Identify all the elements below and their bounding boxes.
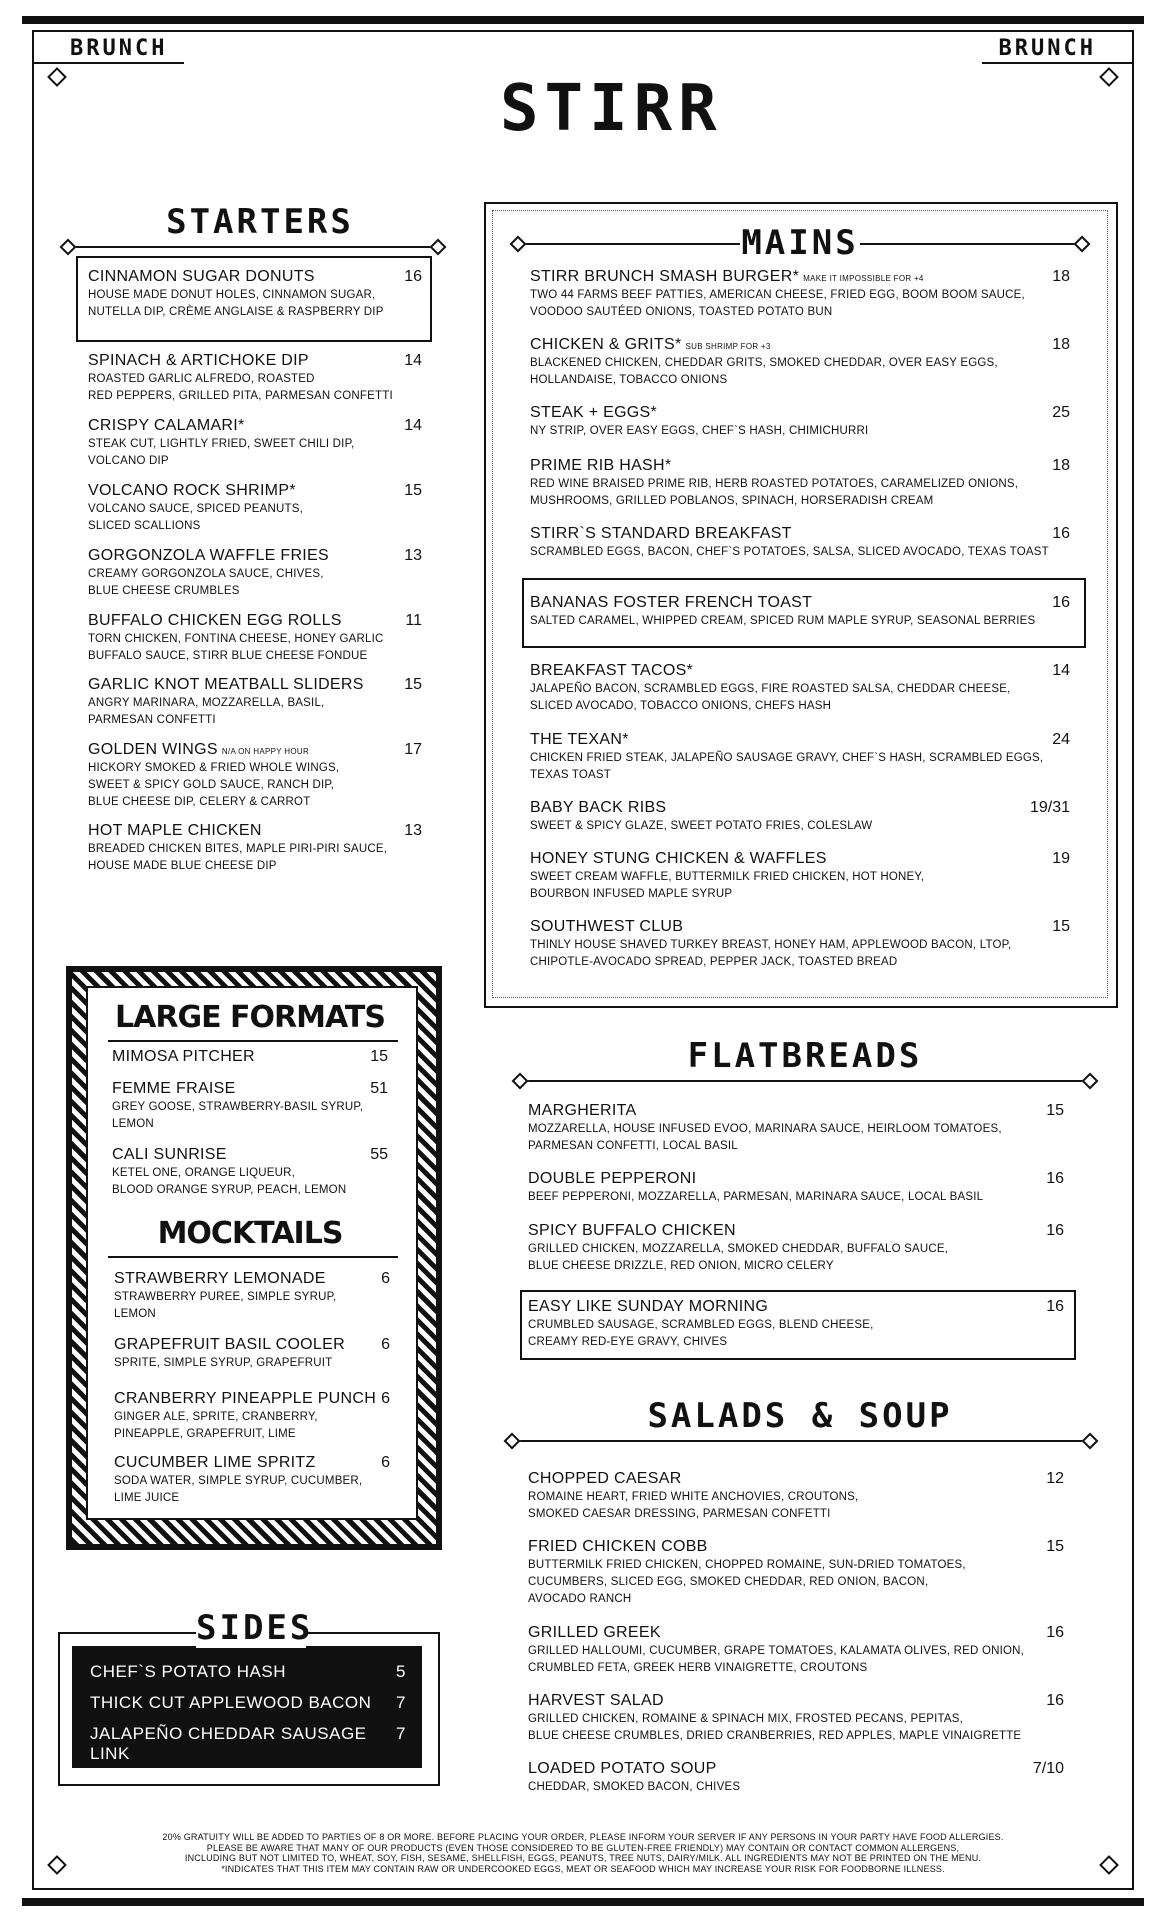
- salads-rule: [512, 1440, 1090, 1442]
- item-note: SUB SHRIMP FOR +3: [685, 342, 771, 351]
- item-description: HICKORY SMOKED & FRIED WHOLE WINGS,: [88, 762, 340, 774]
- item-header: [114, 1336, 390, 1354]
- item-name: FEMME FRAISE: [112, 1080, 236, 1097]
- item-name: STIRR BRUNCH SMASH BURGER*: [530, 268, 800, 285]
- item-name: BUFFALO CHICKEN EGG ROLLS: [88, 612, 342, 629]
- item-price: 13: [404, 547, 422, 564]
- item-price: 6: [381, 1454, 390, 1471]
- corner-rule-left: [34, 62, 184, 64]
- item-description: SWEET & SPICY GOLD SAUCE, RANCH DIP,: [88, 779, 335, 791]
- bottom-bar: [22, 1898, 1144, 1906]
- item-name: DOUBLE PEPPERONI: [528, 1170, 697, 1187]
- mocktail-item: [114, 1390, 390, 1442]
- item-header: [88, 676, 422, 694]
- item-price: 15: [370, 1048, 388, 1065]
- item-header: [88, 822, 422, 840]
- flatbread-item: [528, 1102, 1064, 1154]
- item-description: SWEET CREAM WAFFLE, BUTTERMILK FRIED CHICKEN, HOT HONEY,: [530, 871, 925, 883]
- item-name: STIRR`S STANDARD BREAKFAST: [530, 525, 792, 542]
- item-header: [530, 799, 1070, 817]
- item-price: 16: [1046, 1222, 1064, 1239]
- footer-line: PLEASE BE AWARE THAT MANY OF OUR PRODUCTS (EVEN THOSE CONSIDERED TO BE GLUTEN-FREE FRIENDLY) MAY CONTAIN OR CONTACT COMMON ALLERGENS,: [206, 1842, 960, 1853]
- item-header: [530, 404, 1070, 422]
- item-description: CHICKEN FRIED STEAK, JALAPEÑO SAUSAGE GRAVY, CHEF`S HASH, SCRAMBLED EGGS,: [530, 752, 1044, 764]
- item-name: BABY BACK RIBS: [530, 799, 667, 816]
- sides-title: SIDES: [196, 1608, 314, 1648]
- mocktail-item: [114, 1454, 390, 1506]
- main-item: [530, 457, 1070, 509]
- item-header: [528, 1470, 1064, 1488]
- mocktail-item: [114, 1336, 390, 1371]
- item-name: GOLDEN WINGS: [88, 741, 218, 758]
- item-price: 14: [404, 352, 422, 369]
- item-description: GINGER ALE, SPRITE, CRANBERRY,: [114, 1411, 318, 1423]
- item-price: 16: [1046, 1298, 1064, 1315]
- salad-item: [528, 1538, 1064, 1607]
- item-description: SALTED CARAMEL, WHIPPED CREAM, SPICED RUM MAPLE SYRUP, SEASONAL BERRIES: [530, 615, 1036, 627]
- item-description: BLOOD ORANGE SYRUP, PEACH, LEMON: [112, 1184, 347, 1196]
- item-header: [530, 594, 1070, 612]
- salad-item: [528, 1470, 1064, 1522]
- flatbread-item: [528, 1298, 1064, 1350]
- item-name: VOLCANO ROCK SHRIMP*: [88, 482, 296, 499]
- item-description: BLUE CHEESE CRUMBLES: [88, 585, 240, 597]
- starter-item: [88, 482, 422, 534]
- item-name: FRIED CHICKEN COBB: [528, 1538, 708, 1555]
- item-header: [88, 612, 422, 630]
- side-item-name: JALAPEÑO CHEDDAR SAUSAGE LINK: [90, 1724, 367, 1763]
- footer-line: INCLUDING BUT NOT LIMITED TO, WHEAT, SOY, FISH, SESAME, SHELLFISH, EGGS, PEANUTS, TREE NUTS, DAIRY/MILK. ALL INGREDIENTS MAY NOT BE PRINTED ON THE MENU.: [184, 1853, 982, 1863]
- item-header: [88, 352, 422, 370]
- item-description: ANGRY MARINARA, MOZZARELLA, BASIL,: [88, 697, 325, 709]
- item-price: 55: [370, 1146, 388, 1163]
- item-price: 18: [1052, 268, 1070, 285]
- item-price: 12: [1046, 1470, 1064, 1487]
- item-price: 18: [1052, 336, 1070, 353]
- item-name: SPICY BUFFALO CHICKEN: [528, 1222, 736, 1239]
- salads-title: SALADS & SOUP: [647, 1396, 953, 1436]
- item-description: GREY GOOSE, STRAWBERRY-BASIL SYRUP,: [112, 1101, 364, 1113]
- item-description: ROMAINE HEART, FRIED WHITE ANCHOVIES, CROUTONS,: [528, 1491, 859, 1503]
- item-name: HOT MAPLE CHICKEN: [88, 822, 262, 839]
- salad-item: [528, 1760, 1064, 1795]
- starter-item: [88, 547, 422, 599]
- item-description: LEMON: [112, 1118, 154, 1130]
- item-description: BLUE CHEESE DRIZZLE, RED ONION, MICRO CELERY: [528, 1260, 834, 1272]
- mocktails-rule: [108, 1256, 398, 1258]
- salad-item: [528, 1624, 1064, 1676]
- main-item: [530, 336, 1070, 388]
- item-name: CHICKEN & GRITS*: [530, 336, 682, 353]
- item-price: 15: [404, 676, 422, 693]
- item-description: SLICED SCALLIONS: [88, 520, 201, 532]
- top-bar: [22, 16, 1144, 24]
- item-description: CHIPOTLE-AVOCADO SPREAD, PEPPER JACK, TOASTED BREAD: [530, 956, 898, 968]
- main-item: [530, 731, 1070, 783]
- flatbreads-title: FLATBREADS: [687, 1036, 923, 1076]
- side-item: [90, 1724, 406, 1764]
- flatbread-item: [528, 1170, 1064, 1205]
- item-name: BANANAS FOSTER FRENCH TOAST: [530, 594, 813, 611]
- item-description: CREAMY GORGONZOLA SAUCE, CHIVES,: [88, 568, 324, 580]
- side-item: [90, 1693, 406, 1713]
- item-price: 19: [1052, 850, 1070, 867]
- item-price: 16: [1046, 1692, 1064, 1709]
- logo: STIRR: [500, 72, 723, 146]
- item-header: [112, 1146, 388, 1164]
- sides-list: [90, 1662, 406, 1762]
- item-price: 15: [404, 482, 422, 499]
- item-description: GRILLED CHICKEN, ROMAINE & SPINACH MIX, FROSTED PECANS, PEPITAS,: [528, 1713, 963, 1725]
- mocktail-item: [114, 1270, 390, 1322]
- item-description: CUCUMBERS, SLICED EGG, SMOKED CHEDDAR, RED ONION, BACON,: [528, 1576, 929, 1588]
- item-name: SOUTHWEST CLUB: [530, 918, 684, 935]
- main-item: [530, 525, 1070, 560]
- item-header: [530, 525, 1070, 543]
- item-description: SCRAMBLED EGGS, BACON, CHEF`S POTATOES, SALSA, SLICED AVOCADO, TEXAS TOAST: [530, 546, 1049, 558]
- side-item-name: THICK CUT APPLEWOOD BACON: [90, 1693, 372, 1712]
- item-description: MUSHROOMS, GRILLED POBLANOS, SPINACH, HORSERADISH CREAM: [530, 495, 934, 507]
- footer-disclaimer: [120, 1832, 1046, 1874]
- item-description: BLUE CHEESE CRUMBLES, DRIED CRANBERRIES, RED APPLES, MAPLE VINAIGRETTE: [528, 1730, 1022, 1742]
- item-price: 7/10: [1032, 1760, 1064, 1777]
- item-header: [530, 268, 1070, 286]
- item-description: HOUSE MADE DONUT HOLES, CINNAMON SUGAR,: [88, 289, 376, 301]
- item-header: [88, 482, 422, 500]
- item-header: [530, 662, 1070, 680]
- item-header: [530, 918, 1070, 936]
- item-name: BREAKFAST TACOS*: [530, 662, 694, 679]
- item-description: ROASTED GARLIC ALFREDO, ROASTED: [88, 373, 315, 385]
- main-item: [530, 268, 1070, 320]
- item-header: [530, 731, 1070, 749]
- item-header: [88, 417, 422, 435]
- item-description: TEXAS TOAST: [530, 769, 612, 781]
- item-description: CRUMBLED SAUSAGE, SCRAMBLED EGGS, BLEND CHEESE,: [528, 1319, 874, 1331]
- item-name: GRILLED GREEK: [528, 1624, 661, 1641]
- item-price: 24: [1052, 731, 1070, 748]
- item-name: CUCUMBER LIME SPRITZ: [114, 1454, 316, 1471]
- side-item-price: 7: [396, 1724, 406, 1743]
- item-header: [88, 741, 422, 759]
- item-price: 6: [381, 1270, 390, 1287]
- item-price: 13: [404, 822, 422, 839]
- item-name: CALI SUNRISE: [112, 1146, 227, 1163]
- item-header: [528, 1170, 1064, 1188]
- item-header: [114, 1390, 390, 1408]
- item-header: [114, 1454, 390, 1472]
- mains-title: MAINS: [741, 223, 859, 263]
- item-description: GRILLED HALLOUMI, CUCUMBER, GRAPE TOMATOES, KALAMATA OLIVES, RED ONION,: [528, 1645, 1025, 1657]
- item-price: 11: [405, 612, 422, 629]
- large-format-item: [112, 1146, 388, 1198]
- footer-line: 20% GRATUITY WILL BE ADDED TO PARTIES OF 8 OR MORE. BEFORE PLACING YOUR ORDER, PLEASE INFORM YOUR SERVER IF ANY PERSONS IN YOUR PARTY HAVE FOOD ALLERGIES.: [162, 1832, 1004, 1842]
- starter-item: [88, 741, 422, 810]
- item-name: MIMOSA PITCHER: [112, 1048, 255, 1065]
- item-name: STRAWBERRY LEMONADE: [114, 1270, 326, 1287]
- starter-item: [88, 352, 422, 404]
- corner-label-right: BRUNCH: [998, 36, 1096, 61]
- side-item-price: 7: [396, 1693, 406, 1712]
- item-description: KETEL ONE, ORANGE LIQUEUR,: [112, 1167, 296, 1179]
- item-name: GORGONZOLA WAFFLE FRIES: [88, 547, 330, 564]
- item-price: 6: [381, 1336, 390, 1353]
- item-price: 17: [404, 741, 422, 758]
- item-note: N/A ON HAPPY HOUR: [221, 747, 310, 756]
- corner-rule-right: [982, 62, 1132, 64]
- item-description: VOLCANO DIP: [88, 455, 169, 467]
- large-formats-title: LARGE FORMATS: [115, 1000, 385, 1035]
- item-description: VOODOO SAUTÉED ONIONS, TOASTED POTATO BUN: [530, 306, 833, 318]
- item-price: 25: [1052, 404, 1070, 421]
- side-item-price: 5: [396, 1662, 406, 1681]
- main-item: [530, 662, 1070, 714]
- item-description: NUTELLA DIP, CRÈME ANGLAISE & RASPBERRY DIP: [88, 306, 384, 318]
- main-item: [530, 918, 1070, 970]
- large-format-item: [112, 1080, 388, 1132]
- item-description: THINLY HOUSE SHAVED TURKEY BREAST, HONEY HAM, APPLEWOOD BACON, LTOP,: [530, 939, 1012, 951]
- item-description: BUFFALO SAUCE, STIRR BLUE CHEESE FONDUE: [88, 650, 368, 662]
- item-name: GRAPEFRUIT BASIL COOLER: [114, 1336, 345, 1353]
- item-description: BOURBON INFUSED MAPLE SYRUP: [530, 888, 733, 900]
- item-description: SODA WATER, SIMPLE SYRUP, CUCUMBER,: [114, 1475, 363, 1487]
- item-header: [88, 268, 422, 286]
- large-format-item: [112, 1048, 388, 1066]
- item-header: [528, 1538, 1064, 1556]
- item-header: [528, 1102, 1064, 1120]
- item-header: [528, 1760, 1064, 1778]
- item-description: HOUSE MADE BLUE CHEESE DIP: [88, 860, 277, 872]
- item-price: 15: [1046, 1102, 1064, 1119]
- item-name: THE TEXAN*: [530, 731, 629, 748]
- item-description: BLACKENED CHICKEN, CHEDDAR GRITS, SMOKED CHEDDAR, OVER EASY EGGS,: [530, 357, 998, 369]
- item-description: SMOKED CAESAR DRESSING, PARMESAN CONFETTI: [528, 1508, 831, 1520]
- item-header: [530, 850, 1070, 868]
- item-name: MARGHERITA: [528, 1102, 637, 1119]
- item-price: 16: [1046, 1624, 1064, 1641]
- item-price: 18: [1052, 457, 1070, 474]
- item-header: [88, 547, 422, 565]
- item-description: HOLLANDAISE, TOBACCO ONIONS: [530, 374, 728, 386]
- starters-title: STARTERS: [166, 202, 354, 242]
- item-header: [530, 457, 1070, 475]
- starters-rule: [68, 246, 438, 248]
- item-description: SWEET & SPICY GLAZE, SWEET POTATO FRIES, COLESLAW: [530, 820, 873, 832]
- main-item: [530, 850, 1070, 902]
- item-description: BREADED CHICKEN BITES, MAPLE PIRI-PIRI SAUCE,: [88, 843, 388, 855]
- item-name: CRISPY CALAMARI*: [88, 417, 245, 434]
- starter-item: [88, 268, 422, 320]
- corner-label-left: BRUNCH: [70, 36, 168, 61]
- starter-item: [88, 417, 422, 469]
- main-item: [530, 404, 1070, 439]
- item-description: LIME JUICE: [114, 1492, 180, 1504]
- item-note: MAKE IT IMPOSSIBLE FOR +4: [803, 274, 924, 283]
- item-price: 51: [370, 1080, 388, 1097]
- item-description: TORN CHICKEN, FONTINA CHEESE, HONEY GARLIC: [88, 633, 384, 645]
- item-description: CHEDDAR, SMOKED BACON, CHIVES: [528, 1781, 741, 1793]
- item-description: PARMESAN CONFETTI: [88, 714, 216, 726]
- item-description: JALAPEÑO BACON, SCRAMBLED EGGS, FIRE ROASTED SALSA, CHEDDAR CHEESE,: [530, 683, 1011, 695]
- item-price: 15: [1046, 1538, 1064, 1555]
- item-header: [528, 1222, 1064, 1240]
- item-description: CREAMY RED-EYE GRAVY, CHIVES: [528, 1336, 728, 1348]
- item-description: LEMON: [114, 1308, 156, 1320]
- item-header: [112, 1080, 388, 1098]
- item-price: 14: [404, 417, 422, 434]
- item-price: 19/31: [1029, 799, 1070, 816]
- item-name: HONEY STUNG CHICKEN & WAFFLES: [530, 850, 827, 867]
- item-name: EASY LIKE SUNDAY MORNING: [528, 1298, 769, 1315]
- item-description: SLICED AVOCADO, TOBACCO ONIONS, CHEFS HASH: [530, 700, 832, 712]
- item-price: 16: [1052, 525, 1070, 542]
- item-description: GRILLED CHICKEN, MOZZARELLA, SMOKED CHEDDAR, BUFFALO SAUCE,: [528, 1243, 949, 1255]
- item-header: [530, 336, 1070, 354]
- item-description: BLUE CHEESE DIP, CELERY & CARROT: [88, 796, 311, 808]
- mocktails-title: MOCKTAILS: [157, 1216, 343, 1251]
- item-description: PARMESAN CONFETTI, LOCAL BASIL: [528, 1140, 738, 1152]
- side-item: [90, 1662, 406, 1682]
- main-item: [530, 799, 1070, 834]
- item-name: SPINACH & ARTICHOKE DIP: [88, 352, 309, 369]
- item-description: STEAK CUT, LIGHTLY FRIED, SWEET CHILI DIP,: [88, 438, 355, 450]
- item-description: VOLCANO SAUCE, SPICED PEANUTS,: [88, 503, 303, 515]
- item-description: TWO 44 FARMS BEEF PATTIES, AMERICAN CHEESE, FRIED EGG, BOOM BOOM SAUCE,: [530, 289, 1025, 301]
- item-name: CRANBERRY PINEAPPLE PUNCH: [114, 1390, 377, 1407]
- salad-item: [528, 1692, 1064, 1744]
- item-description: PINEAPPLE, GRAPEFRUIT, LIME: [114, 1428, 296, 1440]
- item-description: BEEF PEPPERONI, MOZZARELLA, PARMESAN, MARINARA SAUCE, LOCAL BASIL: [528, 1191, 984, 1203]
- item-name: STEAK + EGGS*: [530, 404, 658, 421]
- item-price: 16: [404, 268, 422, 285]
- item-header: [112, 1048, 388, 1066]
- main-item: [530, 594, 1070, 629]
- item-header: [528, 1692, 1064, 1710]
- item-price: 14: [1052, 662, 1070, 679]
- large-formats-rule: [108, 1040, 398, 1042]
- item-description: AVOCADO RANCH: [528, 1593, 632, 1605]
- item-header: [528, 1298, 1064, 1316]
- starter-item: [88, 676, 422, 728]
- item-name: CINNAMON SUGAR DONUTS: [88, 268, 315, 285]
- flatbread-item: [528, 1222, 1064, 1274]
- footer-line: *INDICATES THAT THIS ITEM MAY CONTAIN RAW OR UNDERCOOKED EGGS, MEAT OR SEAFOOD WHICH MAY INCREASE YOUR RISK FOR FOODBORNE ILLNESS.: [221, 1863, 945, 1874]
- flatbreads-rule: [520, 1080, 1090, 1082]
- starter-item: [88, 822, 422, 874]
- item-description: STRAWBERRY PUREE, SIMPLE SYRUP,: [114, 1291, 337, 1303]
- item-description: SPRITE, SIMPLE SYRUP, GRAPEFRUIT: [114, 1357, 333, 1369]
- starter-item: [88, 612, 422, 664]
- item-description: RED WINE BRAISED PRIME RIB, HERB ROASTED POTATOES, CARAMELIZED ONIONS,: [530, 478, 1019, 490]
- item-name: PRIME RIB HASH*: [530, 457, 672, 474]
- item-description: CRUMBLED FETA, GREEK HERB VINAIGRETTE, CROUTONS: [528, 1662, 868, 1674]
- item-header: [114, 1270, 390, 1288]
- item-name: LOADED POTATO SOUP: [528, 1760, 717, 1777]
- item-description: NY STRIP, OVER EASY EGGS, CHEF`S HASH, CHIMICHURRI: [530, 425, 869, 437]
- side-item-name: CHEF`S POTATO HASH: [90, 1662, 287, 1681]
- item-header: [528, 1624, 1064, 1642]
- item-price: 15: [1052, 918, 1070, 935]
- item-description: RED PEPPERS, GRILLED PITA, PARMESAN CONFETTI: [88, 390, 393, 402]
- item-price: 16: [1046, 1170, 1064, 1187]
- item-price: 16: [1052, 594, 1070, 611]
- item-name: CHOPPED CAESAR: [528, 1470, 682, 1487]
- item-name: HARVEST SALAD: [528, 1692, 664, 1709]
- item-name: GARLIC KNOT MEATBALL SLIDERS: [88, 676, 364, 693]
- item-description: BUTTERMILK FRIED CHICKEN, CHOPPED ROMAINE, SUN-DRIED TOMATOES,: [528, 1559, 966, 1571]
- item-description: MOZZARELLA, HOUSE INFUSED EVOO, MARINARA SAUCE, HEIRLOOM TOMATOES,: [528, 1123, 1002, 1135]
- item-price: 6: [381, 1390, 390, 1407]
